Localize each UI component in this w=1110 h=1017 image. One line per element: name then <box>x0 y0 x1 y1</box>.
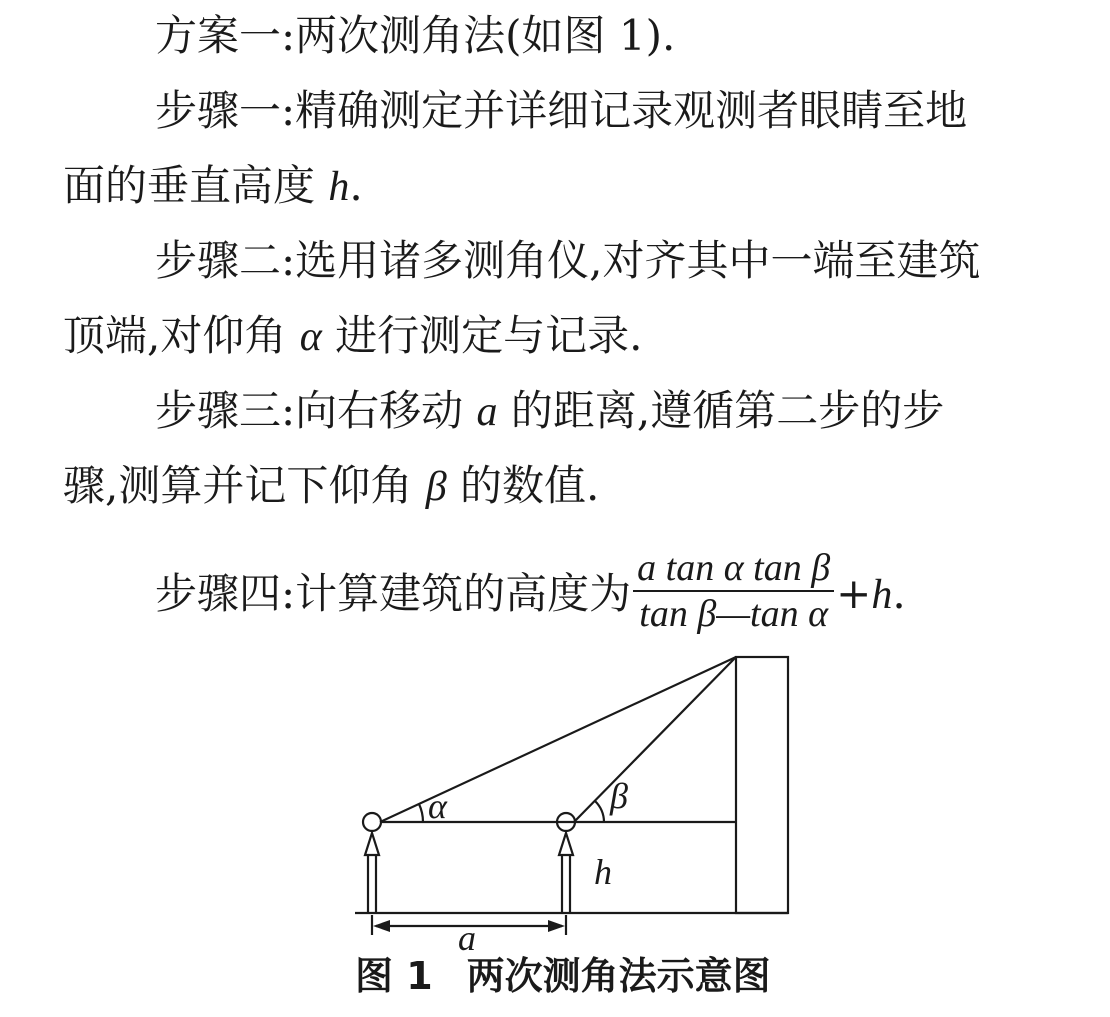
var-h: h <box>328 164 350 210</box>
step2-line2-a: 顶端,对仰角 <box>63 311 287 360</box>
formula-plus: + <box>836 569 872 618</box>
label-h: h <box>594 852 612 892</box>
step3-line1-b: 的距离,遵循第二步的步 <box>510 386 945 435</box>
observer-1-head <box>363 813 381 831</box>
step4-prefix: 步骤四:计算建筑的高度为 <box>155 569 632 618</box>
step2-line1-text: 步骤二:选用诸多测角仪,对齐其中一端至建筑 <box>155 236 981 285</box>
observer-2-body <box>559 833 573 855</box>
var-a: a <box>476 389 498 435</box>
angle-arc-alpha <box>419 804 423 822</box>
distance-arrowhead-right <box>548 920 565 932</box>
figure-caption <box>355 952 771 1000</box>
var-beta: β <box>425 464 447 510</box>
label-a: a <box>458 918 476 958</box>
building <box>736 657 788 913</box>
sight-line-beta <box>574 657 736 822</box>
formula-numerator: a tan α tan β <box>633 546 834 592</box>
step1-line2-text: 面的垂直高度 <box>63 161 316 210</box>
formula-period: . <box>892 569 906 618</box>
caption-number: 图 1 <box>355 954 433 998</box>
label-beta: β <box>610 776 628 816</box>
step2-line2-b: 进行测定与记录. <box>335 311 643 360</box>
formula-var-h: h <box>871 572 893 618</box>
step3-line1-a: 步骤三:向右移动 <box>155 386 464 435</box>
distance-arrowhead-left <box>373 920 390 932</box>
step1-line1-text: 步骤一:精确测定并详细记录观测者眼睛至地 <box>155 86 968 135</box>
observer-2 <box>557 813 575 913</box>
observer-1-body <box>365 833 379 855</box>
caption-title: 两次测角法示意图 <box>466 954 771 998</box>
method-title-text: 方案一:两次测角法(如图 1). <box>155 11 676 60</box>
var-alpha: α <box>299 314 322 360</box>
step3-line2-b: 的数值. <box>460 461 600 510</box>
observer-1 <box>363 813 381 913</box>
step3-line2-a: 骤,测算并记下仰角 <box>63 461 413 510</box>
step1-period: . <box>349 161 363 210</box>
formula-denominator: tan β—tan α <box>639 593 829 635</box>
angle-arc-beta <box>595 801 604 822</box>
label-alpha: α <box>428 786 447 826</box>
